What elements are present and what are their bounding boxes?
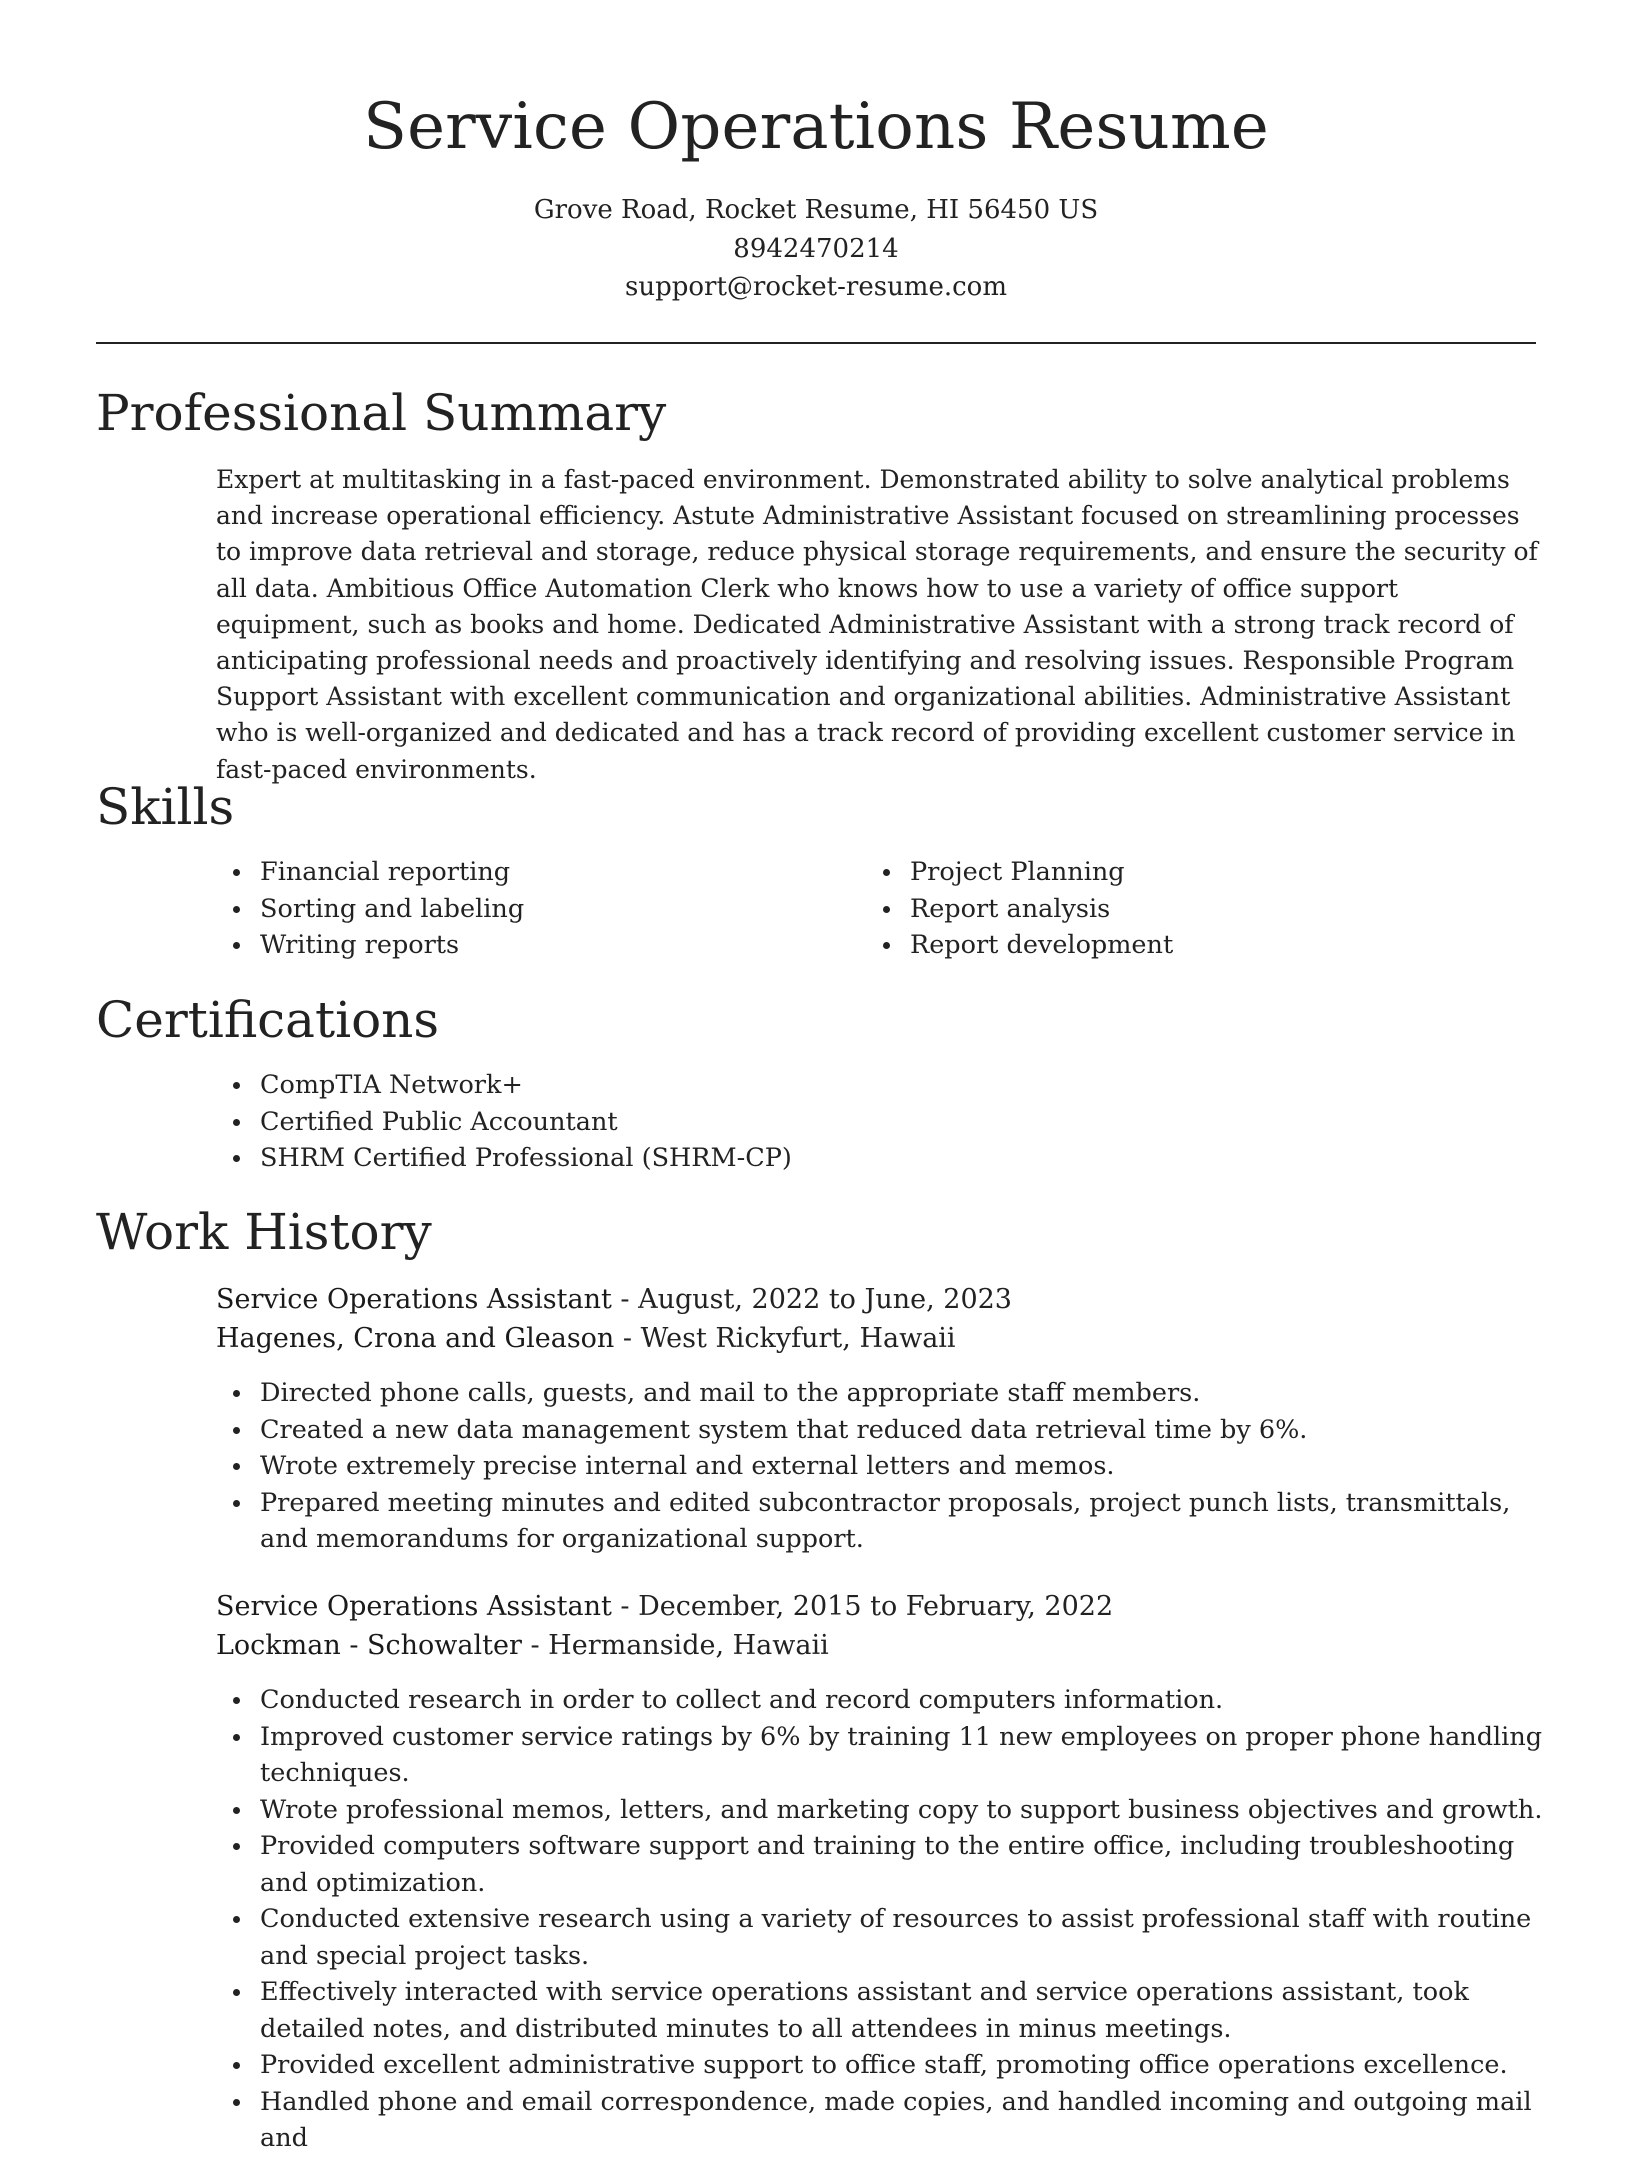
list-item: Handled phone and email correspondence, made copies, and handled incoming and outgoing mail and: [260, 2084, 1560, 2157]
job-company-line: [216, 1627, 829, 1665]
contact-phone: 8942470214: [733, 234, 899, 264]
job-company: Hagenes, Crona and Gleason: [216, 1323, 615, 1354]
list-item: Wrote extremely precise internal and external letters and memos.: [260, 1448, 1560, 1485]
list-item: Financial reporting: [260, 854, 820, 891]
job-title: Service Operations Assistant: [216, 1591, 612, 1622]
list-item: Conducted extensive research using a variety of resources to assist professional staff with routine and special project tasks.: [260, 1901, 1560, 1974]
contact-email: support@rocket-resume.com: [624, 272, 1007, 302]
list-item: Report analysis: [910, 891, 1470, 928]
resume-title: Service Operations Resume: [363, 90, 1269, 164]
job-company: Lockman - Schowalter: [216, 1630, 522, 1661]
contact-address: Grove Road, Rocket Resume, HI 56450 US: [533, 195, 1099, 225]
work-history-heading: Work History: [96, 1203, 432, 1261]
list-item: Project Planning: [910, 854, 1470, 891]
job-dates: - August, 2022 to June, 2023: [611, 1284, 1012, 1315]
summary-text: Expert at multitasking in a fast-paced environment. Demonstrated ability to solve analytical problems and increase operational efficiency. Astute Administrative Assistant focused on streamlining processes to improve data retrieval and storage, reduce physical storage requirements, and ensure the security of all data. Ambitious Office Automation Clerk who knows how to use a variety of office support equipment, such as books and home. Dedicated Administrative Assistant with a strong track record of anticipating professional needs and proactively identifying and resolving issues. Responsible Program Support Assistant with excellent communication and organizational abilities. Administrative Assistant who is well-organized and dedicated and has a track record of providing excellent customer service in fast-paced environments.: [216, 465, 1538, 784]
list-item: Directed phone calls, guests, and mail to the appropriate staff members.: [260, 1375, 1560, 1412]
list-item: SHRM Certified Professional (SHRM-CP): [260, 1140, 1560, 1177]
job-bullets: [216, 1682, 1560, 2157]
list-item: Improved customer service ratings by 6% by training 11 new employees on proper phone handling techniques.: [260, 1719, 1560, 1792]
list-item: Report development: [910, 927, 1470, 964]
job-company-line: [216, 1320, 956, 1358]
certifications-list: [216, 1067, 1560, 1177]
header-divider: [96, 342, 1536, 344]
skills-list-left: [216, 854, 820, 964]
job-location: - Hermanside, Hawaii: [521, 1630, 829, 1661]
list-item: Effectively interacted with service operations assistant and service operations assistant, took detailed notes, and distributed minutes to all attendees in minus meetings.: [260, 1974, 1560, 2047]
list-item: Created a new data management system that reduced data retrieval time by 6%.: [260, 1412, 1560, 1449]
list-item: CompTIA Network+: [260, 1067, 1560, 1104]
list-item: Conducted research in order to collect and record computers information.: [260, 1682, 1560, 1719]
list-item: Writing reports: [260, 927, 820, 964]
summary-heading: Professional Summary: [96, 384, 667, 442]
list-item: Sorting and labeling: [260, 891, 820, 928]
job-title-line: [216, 1588, 1113, 1626]
job-dates: - December, 2015 to February, 2022: [611, 1591, 1114, 1622]
list-item: Provided excellent administrative support to office staff, promoting office operations excellence.: [260, 2047, 1560, 2084]
list-item: Wrote professional memos, letters, and marketing copy to support business objectives and growth.: [260, 1792, 1560, 1829]
list-item: Prepared meeting minutes and edited subcontractor proposals, project punch lists, transmittals, and memorandums for organizational support.: [260, 1485, 1560, 1558]
skills-heading: Skills: [96, 778, 235, 836]
job-title-line: [216, 1281, 1012, 1319]
list-item: Provided computers software support and training to the entire office, including troubleshooting and optimization.: [260, 1828, 1560, 1901]
job-bullets: [216, 1375, 1560, 1558]
certifications-heading: Certifications: [96, 991, 440, 1049]
job-location: - West Rickyfurt, Hawaii: [614, 1323, 956, 1354]
job-title: Service Operations Assistant: [216, 1284, 612, 1315]
skills-list-right: [866, 854, 1470, 964]
list-item: Certified Public Accountant: [260, 1104, 1560, 1141]
